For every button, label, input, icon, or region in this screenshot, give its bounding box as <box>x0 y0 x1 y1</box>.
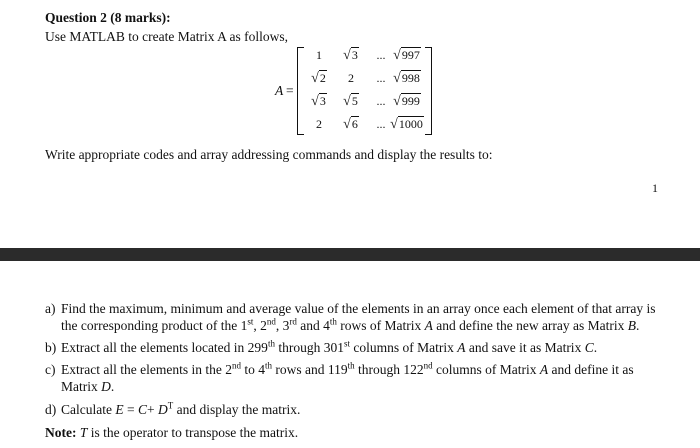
question-a-line2: the corresponding product of the 1st, 2nd, 3rd and 4th rows of Matrix A and define the new array as Matrix B. <box>61 316 640 333</box>
matrix-cell: 2 <box>348 71 354 85</box>
matrix-cell: √2 <box>311 71 326 86</box>
matrix-label: A <box>275 83 284 98</box>
matrix-cell: √1000 <box>390 117 423 132</box>
matrix-right-bracket <box>425 47 432 135</box>
question-a: a) Find the maximum, minimum and average value of the elements in an array once each element of that array is the corresponding product of the 1st, 2nd, 3rd and 4th rows of Matrix A and define the new array as Matrix B. <box>45 300 670 334</box>
question-d-line1: Calculate $E = C+ D^T$ and display the matrix. <box>61 400 301 417</box>
matrix-cell: ... <box>376 117 386 131</box>
matrix-cell: 1 <box>316 48 322 62</box>
question-c-line2: Matrix D. <box>61 379 115 394</box>
matrix-cell: ... <box>376 94 386 108</box>
instruction-text: Write appropriate codes and array addressing commands and display the results to: <box>45 147 493 162</box>
matrix-cell: √998 <box>393 71 420 86</box>
page-divider <box>0 248 700 261</box>
matrix-equals: = <box>286 83 294 98</box>
question-a-line1: Find the maximum, minimum and average value of the elements in an array once each element of that array is <box>61 301 656 316</box>
question-c-line1: Extract all the elements in the 2nd to 4th rows and 119th through 122nd columns of Matrix A and define it as <box>61 360 634 377</box>
intro-text: Use MATLAB to create Matrix A as follows, <box>45 29 288 44</box>
matrix-cell: √3 <box>343 48 358 63</box>
matrix-cell: √999 <box>393 94 420 109</box>
question-d: d) Calculate $E = C+ D^T$ and display the matrix. <box>45 401 670 418</box>
question-list <box>45 300 670 445</box>
matrix-cell: ... <box>376 48 386 62</box>
note: Note: T is the operator to transpose the matrix. <box>45 425 299 440</box>
matrix-cell: √3 <box>311 94 326 109</box>
question-c: c) Extract all the elements in the 2nd to 4th rows and 119th through 122nd columns of Matrix A and define it as Matrix D. <box>45 361 670 395</box>
question-title: Question 2 (8 marks): <box>45 10 171 25</box>
matrix-a <box>272 45 442 137</box>
matrix-cell: √6 <box>343 117 358 132</box>
note-label: Note: <box>45 425 77 440</box>
matrix-cell: √5 <box>343 94 358 109</box>
matrix-cell: 2 <box>316 117 322 131</box>
question-b-line1: Extract all the elements located in 299th through 301st columns of Matrix A and save it as Matrix C. <box>61 338 598 355</box>
page-number: 1 <box>652 181 658 195</box>
matrix-cell: ... <box>376 71 386 85</box>
matrix-cell: √997 <box>393 48 420 63</box>
question-b: b) Extract all the elements located in 299th through 301st columns of Matrix A and save it as Matrix C. <box>45 339 670 356</box>
